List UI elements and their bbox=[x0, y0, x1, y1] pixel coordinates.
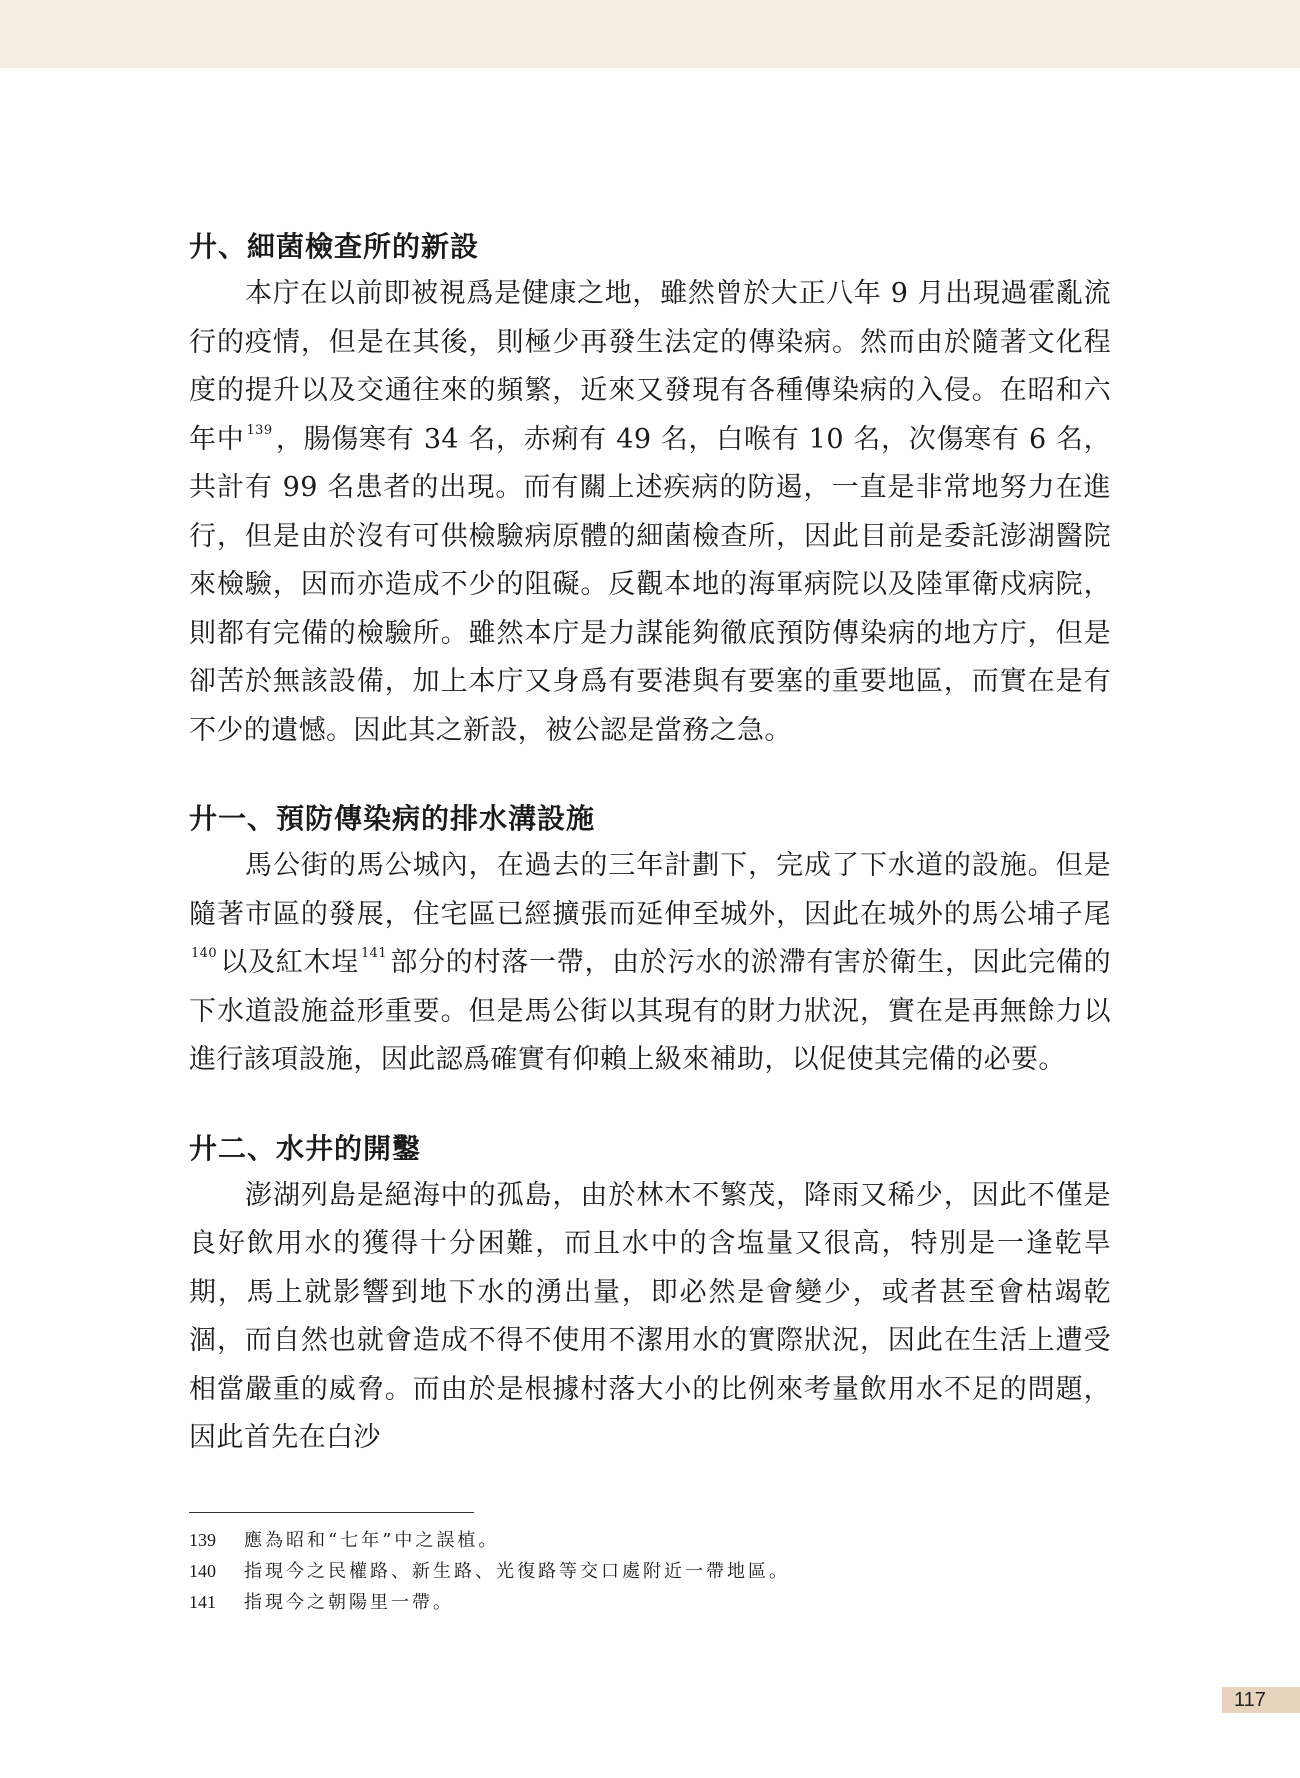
footnotes bbox=[189, 1525, 1089, 1618]
section-title: 廾一、預防傳染病的排水溝設施 bbox=[189, 802, 596, 835]
page-number: 117 bbox=[1222, 1687, 1300, 1713]
section-wells bbox=[189, 1130, 1111, 1463]
footnote-item bbox=[189, 1587, 1089, 1618]
paragraph-text: ，腸傷寒有 34 名，赤痢有 49 名，白喉有 10 名，次傷寒有 6 名，共計有 99 名患者的出現。而有關上述疾病的防遏，一直是非常地努力在進行，但是由於沒有可供檢驗病原體的細菌檢查所，因此目前是委託澎湖醫院來檢驗，因而亦造成不少的阻礙。反觀本地的海軍病院以及陸軍衛戍病院，則都有完備的檢驗所。雖然本庁是力謀能夠徹底預防傳染病的地方庁，但是卻苦於無該設備，加上本庁又身爲有要港與有要塞的重要地區，而實在是有不少的遺憾。因此其之新設，被公認是當務之急。 bbox=[189, 423, 1111, 746]
section-title: 廾二、水井的開鑿 bbox=[189, 1131, 422, 1165]
paragraph-text: 本庁在以前即被視爲是健康之地，雖然曾於大正八年 9 月出現過霍亂流行的疫情，但是在其後，則極少再發生法定的傳染病。然而由於隨著文化程度的提升以及交通往來的頻繁，近來又發現有各種傳染病的入侵。在昭和六年中 bbox=[189, 278, 1111, 455]
section-paragraph bbox=[189, 270, 1111, 755]
footnote-text: 指現今之民權路、新生路、光復路等交口處附近一帶地區。 bbox=[244, 1561, 790, 1582]
section-bacteria-lab bbox=[189, 228, 1111, 755]
footnote-ref-140[interactable]: 140 bbox=[191, 946, 218, 961]
footnote-text: 應為昭和“七年”中之誤植。 bbox=[244, 1530, 500, 1551]
section-drainage bbox=[189, 800, 1111, 1085]
paragraph-text: 馬公街的馬公城內，在過去的三年計劃下，完成了下水道的設施。但是隨著市區的發展，住宅區已經擴張而延伸至城外，因此在城外的馬公埔子尾 bbox=[189, 850, 1111, 930]
footnote-divider bbox=[189, 1512, 474, 1513]
footnote-ref-139[interactable]: 139 bbox=[246, 422, 273, 438]
section-paragraph bbox=[189, 842, 1111, 1085]
paragraph-text: 以及紅木埕 bbox=[220, 947, 359, 978]
footnote-ref-141[interactable]: 141 bbox=[361, 946, 388, 961]
footnote-number: 141 bbox=[189, 1592, 216, 1612]
footnote-item bbox=[189, 1525, 1089, 1556]
footnote-number: 139 bbox=[189, 1530, 216, 1550]
paragraph-text: 部分的村落一帶，由於污水的淤滯有害於衛生，因此完備的下水道設施益形重要。但是馬公街以其現有的財力狀況，實在是再無餘力以進行該項設施，因此認爲確實有仰賴上級來補助，以促使其完備的必要。 bbox=[189, 947, 1111, 1075]
section-paragraph bbox=[189, 1172, 1111, 1463]
footnote-number: 140 bbox=[189, 1561, 216, 1581]
main-content bbox=[189, 228, 1111, 1463]
footnote-item bbox=[189, 1556, 1089, 1587]
footnote-text: 指現今之朝陽里一帶。 bbox=[244, 1592, 454, 1613]
paragraph-text: 澎湖列島是絕海中的孤島，由於林木不繁茂，降雨又稀少，因此不僅是良好飲用水的獲得十分困難，而且水中的含塩量又很高，特別是一逢乾旱期，馬上就影響到地下水的湧出量，即必然是會變少，或者甚至會枯竭乾涸，而自然也就會造成不得不使用不潔用水的實際狀況，因此在生活上遭受相當嚴重的威脅。而由於是根據村落大小的比例來考量飲用水不足的問題，因此首先在白沙 bbox=[189, 1179, 1111, 1453]
header-band bbox=[0, 0, 1300, 68]
section-title: 廾、細菌檢查所的新設 bbox=[189, 230, 480, 263]
